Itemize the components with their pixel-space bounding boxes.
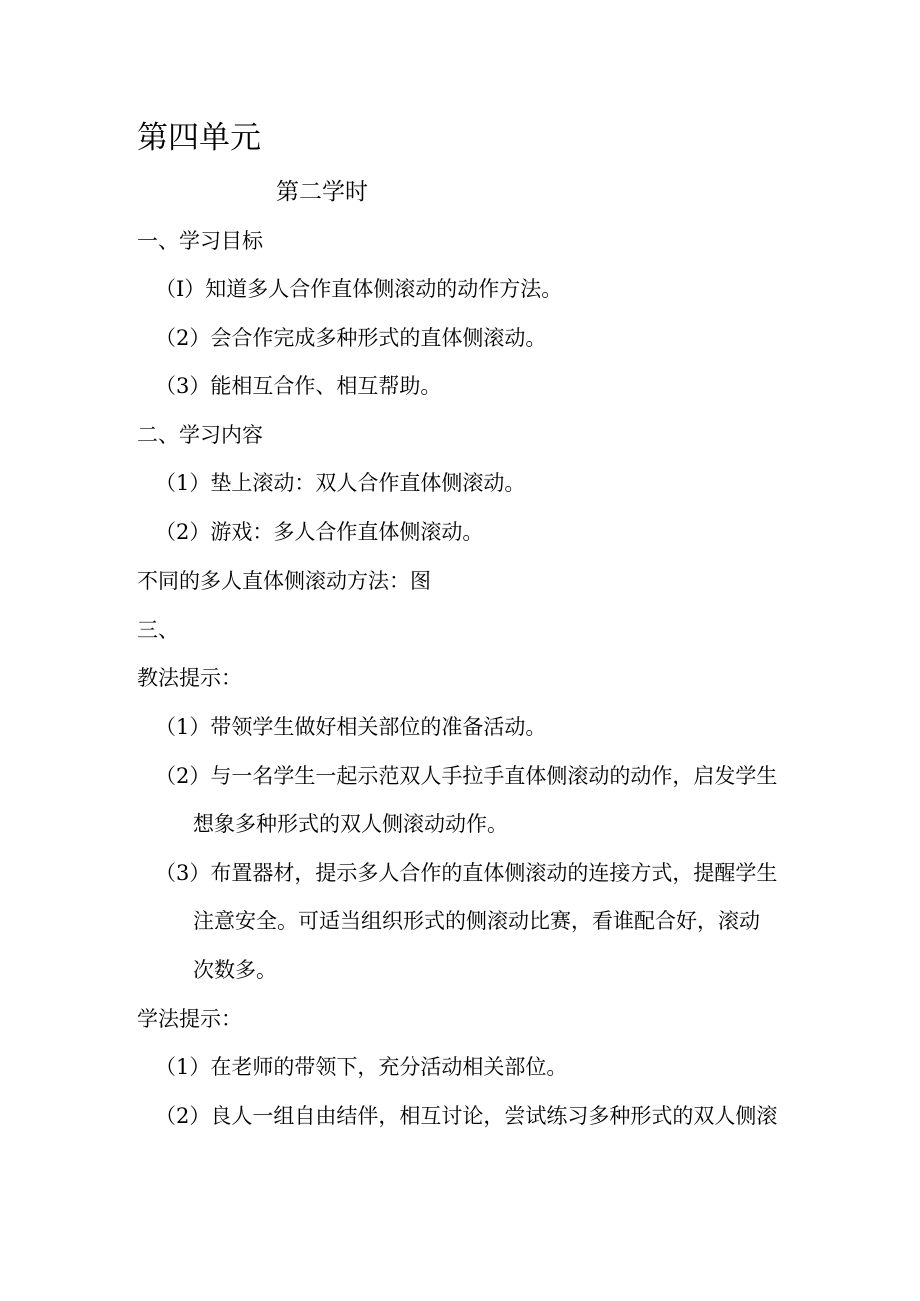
learning-item-1: （1）在老师的带领下，充分活动相关部位。 bbox=[155, 1055, 568, 1079]
learning-item-2: （2）良人一组自由结伴，相互讨论，尝试练习多种形式的双人侧滚 bbox=[155, 1104, 778, 1128]
section-heading-teaching: 教法提示： bbox=[137, 666, 242, 690]
content-item-2: （2）游戏：多人合作直体侧滚动。 bbox=[155, 520, 484, 544]
content-item-1: （1）垫上滚动：双人合作直体侧滚动。 bbox=[155, 471, 526, 495]
objective-item-2: （2）会合作完成多种形式的直体侧滚动。 bbox=[155, 326, 547, 350]
teaching-item-2: （2）与一名学生一起示范双人手拉手直体侧滚动的动作，启发学生 bbox=[155, 764, 778, 788]
section-heading-third: 三、 bbox=[137, 618, 179, 642]
teaching-item-3-continued-2: 次数多。 bbox=[193, 958, 277, 982]
objective-item-3: （3）能相互合作、相互帮助。 bbox=[155, 374, 442, 398]
content-note: 不同的多人直体侧滚动方法：图 bbox=[137, 569, 431, 593]
teaching-item-1: （1）带领学生做好相关部位的准备活动。 bbox=[155, 715, 547, 739]
section-heading-objectives: 一、学习目标 bbox=[137, 229, 263, 253]
section-heading-learning: 学法提示： bbox=[137, 1007, 242, 1031]
teaching-item-2-continued: 想象多种形式的双人侧滚动动作。 bbox=[193, 812, 508, 836]
unit-title: 第四单元 bbox=[137, 120, 261, 156]
teaching-item-3-continued: 注意安全。可适当组织形式的侧滚动比赛，看谁配合好，滚动 bbox=[193, 909, 760, 933]
lesson-subtitle: 第二学时 bbox=[276, 179, 368, 205]
section-heading-content: 二、学习内容 bbox=[137, 423, 263, 447]
objective-item-1: （I）知道多人合作直体侧滚动的动作方法。 bbox=[155, 277, 563, 301]
teaching-item-3: （3）布置器材，提示多人合作的直体侧滚动的连接方式，提醒学生 bbox=[155, 861, 778, 885]
